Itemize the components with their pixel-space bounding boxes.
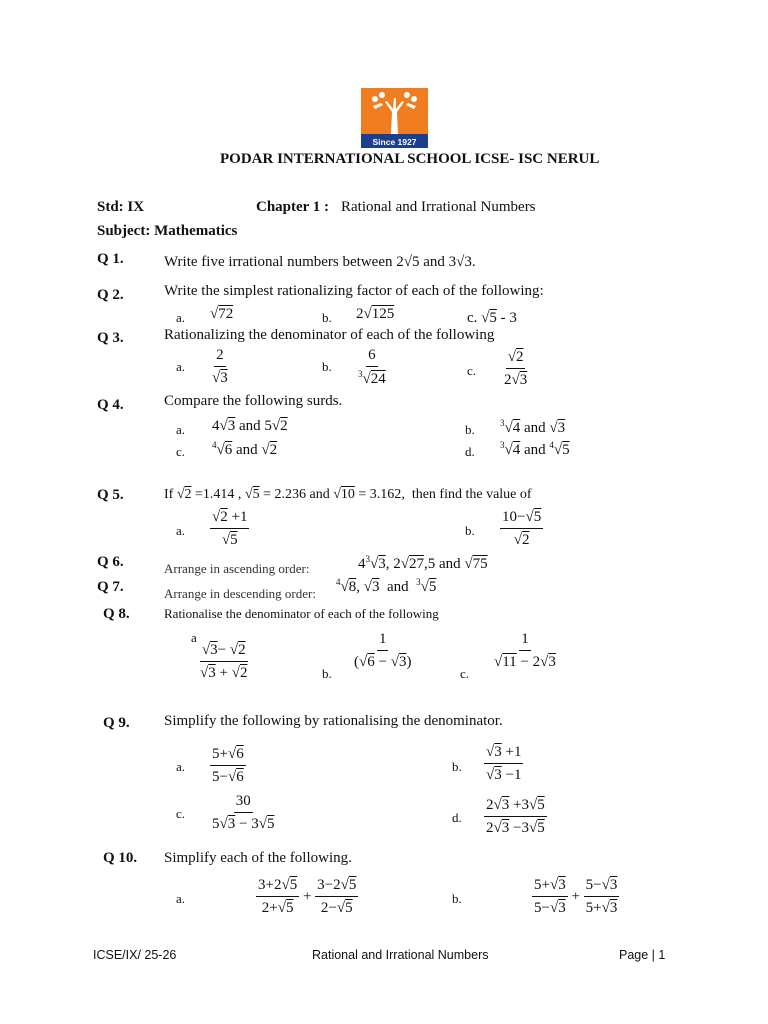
q8-expr-b: $\frac{1}{(√6 - √3)}$: [354, 631, 412, 670]
q4-expr-c: $^4$√6 and √2: [212, 440, 278, 458]
q7-expr: $^4$√8, √3 and $^3$√5: [336, 577, 437, 595]
q8-number: Q 8.: [103, 606, 130, 622]
q5-number: Q 5.: [97, 487, 124, 503]
q2-number: Q 2.: [97, 287, 124, 303]
q1-expr-a: 2√5: [396, 254, 420, 270]
q5-if: If: [164, 487, 174, 502]
q9-expr-a: $\frac{5+√6}{5-√6}$: [212, 746, 244, 785]
q4-c-and: and: [235, 442, 258, 458]
q3-label-a: a.: [176, 359, 186, 374]
q5-label-b: b.: [465, 523, 475, 538]
q2-label-b: b.: [322, 310, 332, 325]
q5-eq1: =1.414 ,: [195, 487, 242, 502]
q4-label-d: d.: [465, 444, 475, 459]
footer-page: Page | 1: [619, 948, 666, 962]
q10-label-b: b.: [452, 891, 462, 906]
q4-expr-a: 4√3 and 5√2: [212, 418, 288, 434]
q10-label-a: a.: [176, 891, 186, 906]
subject-line: [97, 223, 237, 240]
q2-c-tail: - 3: [496, 310, 517, 326]
q9-label-a: a.: [176, 759, 186, 774]
q7-text: Arrange in descending order:: [164, 586, 316, 601]
q4-b-and: and: [523, 420, 546, 436]
q5-expr-b: $\frac{10-√5}{√2}$: [502, 509, 542, 548]
q6-expr: $4^3√3$, 2√27,5 and √75: [358, 554, 488, 572]
logo-text: Since 1927: [372, 137, 417, 147]
q4-label-c: c.: [176, 444, 186, 459]
q8-expr-c: $\frac{1}{√11 - 2√3}$: [494, 631, 556, 670]
chapter-title: Rational and Irrational Numbers: [341, 199, 536, 215]
q10-expr-a: $\frac{3+2√5}{2+√5}$ + $\frac{3-2√5}{2-√5}$: [258, 877, 357, 916]
q6-number: Q 6.: [97, 554, 124, 570]
q3-expr-b: $\frac{6}{^3√24}$: [358, 347, 386, 387]
q1-expr-b: 3√3: [448, 254, 472, 270]
subject-label: Subject: [97, 223, 146, 239]
q2-expr-b: 2√125: [356, 306, 395, 322]
q3-label-b: b.: [322, 359, 332, 374]
q5-tail: then find the value of: [411, 487, 532, 502]
q10-expr-b: $\frac{5+√3}{5-√3}$ + $\frac{5-√3}{5+√3}$: [534, 877, 618, 916]
q9-expr-c: $\frac{30}{5√3 - 3√5}$: [212, 793, 275, 832]
footer-left: ICSE/IX/ 25-26: [93, 948, 177, 962]
q2-label-a: a.: [176, 310, 186, 325]
q9-expr-b: $\frac{√3 +1}{√3 -1}$: [486, 744, 522, 783]
std-label: Std: IX: [97, 199, 145, 215]
q4-text: Compare the following surds.: [164, 393, 343, 409]
q8-label-b: b.: [322, 666, 332, 681]
q9-expr-d: $\frac{2√3 +3√5}{2√3 -3√5}$: [486, 797, 545, 836]
q9-label-d: d.: [452, 810, 462, 825]
q9-label-b: b.: [452, 759, 462, 774]
q5-eq3: = 3.162: [358, 487, 402, 502]
q9-text: Simplify the following by rationalising the denominator.: [164, 713, 503, 729]
q3-expr-a: $\frac{2}{√3}$: [212, 347, 228, 386]
q6-and: and: [438, 556, 461, 572]
q5-label-a: a.: [176, 523, 186, 538]
q1-and: and: [423, 254, 445, 270]
chapter-label: Chapter 1 :: [256, 199, 330, 215]
q4-a-and: and: [238, 418, 261, 434]
school-name: PODAR INTERNATIONAL SCHOOL ICSE- ISC NERUL: [220, 151, 600, 167]
q4-expr-b: $^3$√4 and √3: [500, 418, 566, 436]
q8-text: Rationalise the denominator of each of the following: [164, 606, 439, 621]
q5-text: If √2 =1.414 , √5 = 2.236 and √10 = 3.162, then find the value of: [164, 487, 532, 502]
q2-label-c: c.: [467, 310, 478, 326]
q7-number: Q 7.: [97, 579, 124, 595]
subject-value: : Mathematics: [145, 223, 238, 239]
q2-expr-c: √5: [481, 310, 497, 326]
q2-text: Write the simplest rationalizing factor of each of the following:: [164, 283, 544, 299]
q2-expr-a: √72: [210, 306, 234, 322]
q5-expr-a: $\frac{√2 +1}{√5}$: [212, 509, 248, 548]
q1-prompt: Write five irrational numbers between: [164, 254, 393, 270]
q4-number: Q 4.: [97, 397, 124, 413]
q8-expr-a: $\frac{√3- √2}{√3 + √2}$: [200, 642, 248, 681]
q2-item-c: [467, 310, 517, 327]
school-logo: [361, 88, 428, 148]
q3-label-c: c.: [467, 363, 477, 378]
q4-d-and: and: [523, 442, 546, 458]
q10-text: Simplify each of the following.: [164, 850, 352, 866]
q3-text: Rationalizing the denominator of each of the following: [164, 327, 495, 343]
q7-and: and: [386, 579, 409, 595]
q3-expr-c: $\frac{√2}{2√3}$: [504, 349, 528, 388]
q8-label-a: a: [191, 630, 197, 645]
q5-eq2: = 2.236 and: [263, 487, 330, 502]
q4-label-a: a.: [176, 422, 186, 437]
tree-icon: [369, 90, 420, 134]
q9-number: Q 9.: [103, 715, 130, 731]
q1-text: [164, 254, 476, 271]
q4-expr-d: $^3$√4 and $^4$√5: [500, 440, 570, 458]
q10-number: Q 10.: [103, 850, 138, 866]
q9-label-c: c.: [176, 806, 186, 821]
footer-center: Rational and Irrational Numbers: [312, 948, 489, 962]
q3-number: Q 3.: [97, 330, 124, 346]
q1-number: Q 1.: [97, 251, 124, 267]
q5-comma: ,: [401, 487, 405, 502]
q1-end: .: [471, 254, 476, 270]
q4-label-b: b.: [465, 422, 475, 437]
q8-label-c: c.: [460, 666, 470, 681]
q6-text: Arrange in ascending order:: [164, 561, 310, 576]
